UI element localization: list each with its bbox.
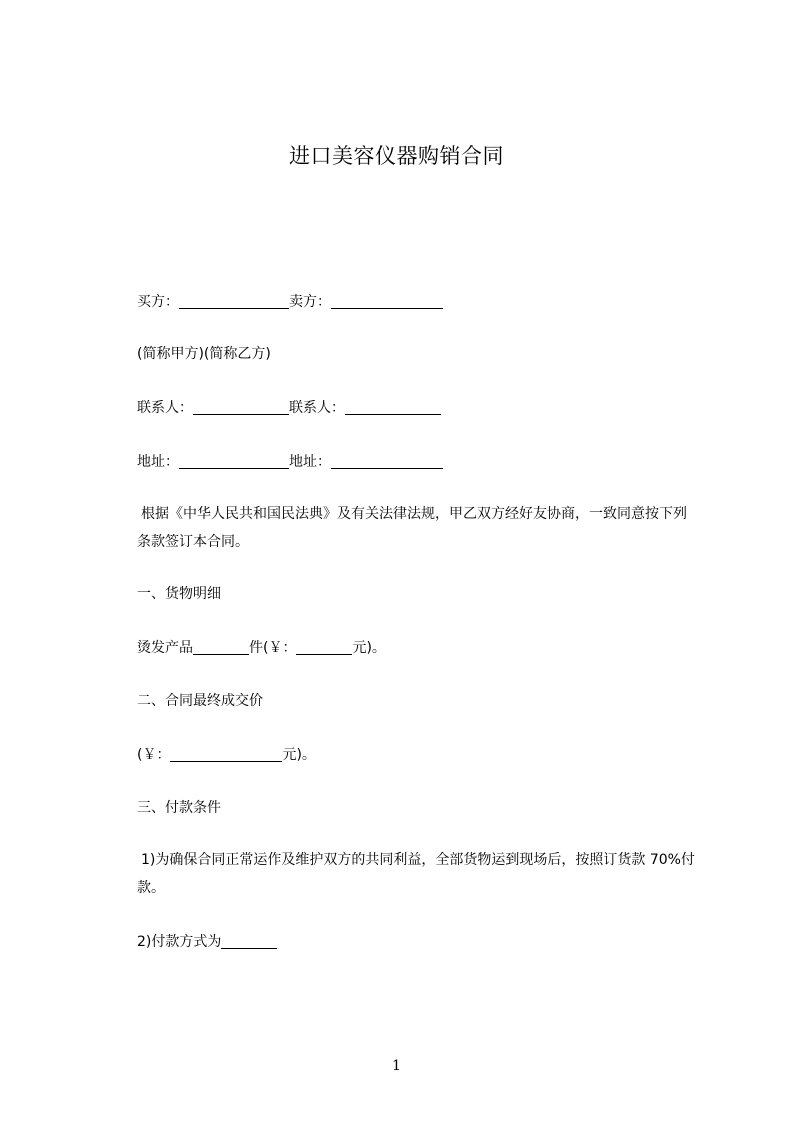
contact-label-a: 联系人：	[137, 400, 193, 416]
address-line	[137, 452, 443, 472]
address-label-a: 地址：	[137, 454, 179, 470]
goods-item-line	[137, 638, 386, 658]
section3-heading: 三、付款条件	[137, 800, 221, 816]
address-blank-b	[331, 454, 443, 469]
page-number: 1	[392, 1058, 401, 1074]
intro-paragraph: 根据《中华人民共和国民法典》及有关法律法规，甲乙双方经好友协商，一致同意按下列条款签订本合同。	[137, 506, 687, 550]
payment-clause-1: 1)为确保合同正常运作及维护双方的共同利益，全部货物运到现场后，按照订货款 70%付款。	[137, 852, 695, 896]
buyer-seller-line	[137, 292, 443, 312]
payment-clause-2	[137, 932, 277, 952]
abbreviation-line: (简称甲方)(简称乙方)	[137, 346, 271, 362]
buyer-label: 买方：	[137, 294, 179, 310]
contact-blank-b	[345, 400, 441, 415]
goods-item-prefix: 烫发产品	[137, 640, 193, 656]
goods-item-mid: 件(￥：	[249, 640, 297, 656]
seller-blank	[331, 294, 443, 309]
payment-method-blank	[221, 934, 277, 949]
payment-clause-2-text: 2)付款方式为	[137, 934, 222, 950]
address-blank-a	[179, 454, 289, 469]
goods-amount-blank	[296, 640, 352, 655]
contact-blank-a	[193, 400, 289, 415]
contact-line	[137, 398, 441, 418]
final-price-suffix: 元)。	[282, 747, 316, 763]
document-title: 进口美容仪器购销合同	[289, 144, 504, 168]
goods-quantity-blank	[193, 640, 249, 655]
section2-heading: 二、合同最终成交价	[137, 693, 263, 709]
seller-label: 卖方：	[289, 294, 331, 310]
final-price-line	[137, 745, 316, 765]
buyer-blank	[179, 294, 289, 309]
contact-label-b: 联系人：	[289, 400, 345, 416]
goods-item-suffix: 元)。	[352, 640, 386, 656]
address-label-b: 地址：	[289, 454, 331, 470]
final-price-prefix: (￥：	[137, 747, 171, 763]
final-price-blank	[170, 747, 282, 762]
section1-heading: 一、货物明细	[137, 586, 221, 602]
